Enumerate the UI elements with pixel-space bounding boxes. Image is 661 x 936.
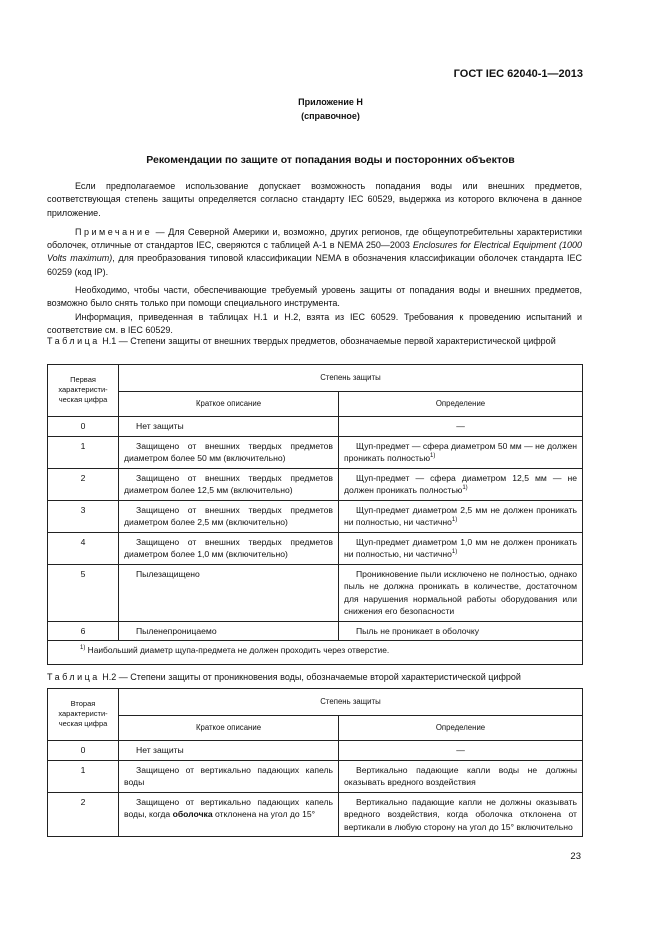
table2-col-digit: Вторая характеристи-ческая цифра (48, 689, 119, 741)
digit-cell: 2 (48, 468, 119, 500)
table-row (48, 760, 583, 792)
def-text: Щуп-предмет диаметром 2,5 мм не должен проникать ни полностью, ни частично (344, 504, 577, 527)
note-text-a: — Для Северной Америки и, возможно, других регионов, где общеупотребительны характеристики оболочек, отличные от стандартов IEC, сверяются с таблицей А-1 в NEMA 250—2003 (47, 226, 582, 251)
def-cell: Проникновение пыли исключено не полностью, однако пыль не должна проникать в количестве, достаточном для нарушения нормальной работы оборудования или снижения его безопасности (339, 564, 583, 621)
footnote-ref: 1) (451, 549, 458, 555)
def-cell: Пыль не проникает в оболочку (339, 621, 583, 641)
def-cell: Вертикально падающие капли воды не должны оказывать вредного воздействия (339, 760, 583, 792)
short-cell: Защищено от внешних твердых предметов диаметром более 1,0 мм (включительно) (119, 532, 339, 564)
page-number: 23 (570, 851, 581, 862)
table-row (48, 436, 583, 468)
def-text: Щуп-предмет диаметром 1,0 мм не должен проникать ни полностью, ни частично (344, 536, 577, 559)
table-row (48, 564, 583, 621)
annex-title: Приложение Н (298, 97, 363, 107)
table1-footnote (48, 641, 583, 665)
short-text-bold: оболочка (172, 809, 213, 819)
def-text: Щуп-предмет — сфера диаметром 50 мм — не должен проникать полностью (344, 440, 577, 463)
table1-caption-text: Н.1 — Степени защиты от внешних твердых предметов, обозначаемые первой характеристической цифрой (99, 336, 556, 346)
short-cell: Защищено от вертикально падающих капель воды (119, 760, 339, 792)
digit-cell: 1 (48, 436, 119, 468)
def-cell: — (339, 417, 583, 437)
table-row (48, 468, 583, 500)
footnote-ref: 1) (451, 517, 458, 523)
note-text-b: , для преобразования типовой классификации NEMA в обозначения классификации оболочек стандарта IEC 60259 (код IP). (47, 253, 582, 277)
def-cell (339, 500, 583, 532)
table1-col-digit: Первая характеристи-ческая цифра (48, 365, 119, 417)
paragraph-note (47, 226, 582, 279)
table2-label: Таблица (47, 672, 100, 682)
table2-col-def: Определение (339, 716, 583, 741)
short-text-a: Защищено от вертикально падающих капель воды, когда (124, 796, 333, 819)
table-water (47, 688, 583, 837)
digit-cell: 4 (48, 532, 119, 564)
short-cell: Нет защиты (119, 741, 339, 761)
def-cell (339, 468, 583, 500)
short-cell: Пылезащищено (119, 564, 339, 621)
def-text: Щуп-предмет — сфера диаметром 12,5 мм — не должен проникать полностью (344, 472, 577, 495)
table1-col-def: Определение (339, 392, 583, 417)
table2-subheader-row (48, 716, 583, 741)
digit-cell: 6 (48, 621, 119, 641)
digit-cell: 0 (48, 417, 119, 437)
document-header-standard: ГОСТ IEC 62040-1—2013 (453, 68, 583, 80)
annex-subtitle: (справочное) (301, 111, 360, 121)
table1-footnote-row (48, 641, 583, 665)
paragraph-tool: Необходимо, чтобы части, обеспечивающие требуемый уровень защиты от попадания воды и внешних предметов, возможно было снять только при помощи специального инструмента. (47, 285, 582, 309)
table-row (48, 621, 583, 641)
paragraph-intro: Если предполагаемое использование допускает возможность попадания воды или внешних предметов, соответствующая степень защиты определяется согласно стандарту IEC 60529, выдержка из которого включена в данное приложение. (47, 181, 582, 218)
table2-caption (47, 671, 582, 684)
def-cell: — (339, 741, 583, 761)
digit-cell: 2 (48, 792, 119, 837)
short-cell: Защищено от внешних твердых предметов диаметром более 2,5 мм (включительно) (119, 500, 339, 532)
table2-header-row (48, 689, 583, 716)
short-cell: Защищено от внешних твердых предметов диаметром более 12,5 мм (включительно) (119, 468, 339, 500)
section-title: Рекомендации по защите от попадания воды и посторонних объектов (146, 154, 515, 166)
footnote-ref: 1) (462, 485, 468, 491)
short-cell: Нет защиты (119, 417, 339, 437)
digit-cell: 0 (48, 741, 119, 761)
def-cell (339, 532, 583, 564)
digit-cell: 1 (48, 760, 119, 792)
short-cell (119, 792, 339, 837)
short-cell: Защищено от внешних твердых предметов диаметром более 50 мм (включительно) (119, 436, 339, 468)
table-row (48, 741, 583, 761)
footnote-mark: 1) (80, 645, 86, 651)
table2-col-group: Степень защиты (119, 689, 583, 716)
table-row (48, 792, 583, 837)
def-cell: Вертикально падающие капли не должны оказывать вредного воздействия, когда оболочка отклонена от вертикали в любую сторону на угол до 15° включительно (339, 792, 583, 837)
table1-subheader-row (48, 392, 583, 417)
table1-col-short: Краткое описание (119, 392, 339, 417)
body-text (47, 180, 582, 337)
table2-col-short: Краткое описание (119, 716, 339, 741)
paragraph-info: Информация, приведенная в таблицах Н.1 и Н.2, взята из IEC 60529. Требования к проведению испытаний и соответствие см. в IEC 60529. (47, 311, 582, 335)
table-row (48, 532, 583, 564)
table1-col-group: Степень защиты (119, 365, 583, 392)
table2-caption-text: Н.2 — Степени защиты от проникновения воды, обозначаемые второй характеристической цифрой (99, 672, 521, 682)
digit-cell: 5 (48, 564, 119, 621)
annex-heading (0, 95, 661, 123)
note-text-italic: Enclosures for Electrical Equipment (1000 Volts maximum) (47, 240, 582, 264)
table1-caption (47, 335, 582, 348)
short-text-b: отклонена на угол до 15° (212, 809, 316, 819)
note-label: Примечание (75, 226, 153, 237)
table1-header-row (48, 365, 583, 392)
table-row (48, 500, 583, 532)
footnote-text: Наибольший диаметр щупа-предмета не должен проходить через отверстие. (85, 645, 390, 655)
table-solid-objects (47, 364, 583, 665)
footnote-ref: 1) (430, 453, 436, 459)
def-cell (339, 436, 583, 468)
digit-cell: 3 (48, 500, 119, 532)
table1-label: Таблица (47, 336, 100, 346)
table-row (48, 417, 583, 437)
short-cell: Пыленепроницаемо (119, 621, 339, 641)
